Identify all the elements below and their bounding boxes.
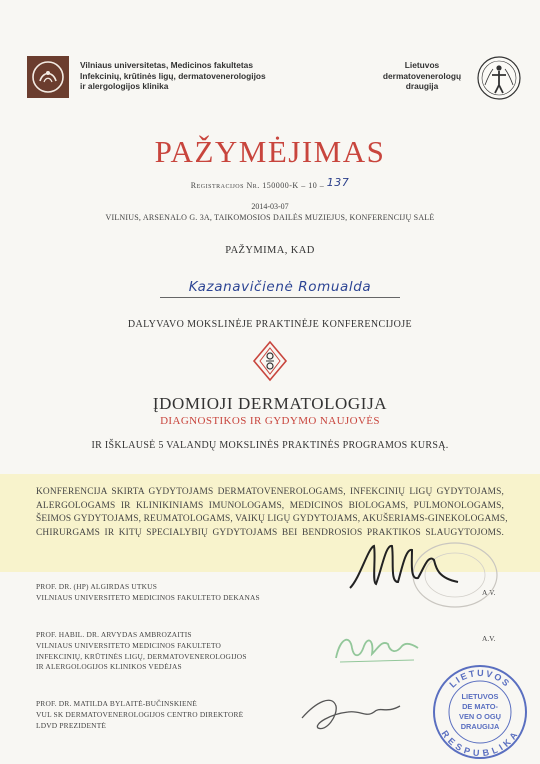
signatory-line: VILNIAUS UNIVERSITETO MEDICINOS FAKULTETO DEKANAS: [36, 592, 260, 602]
audience-line: KONFERENCIJA SKIRTA GYDYTOJAMS DERMATOVENEROLOGAMS, INFEKCINIŲ LIGŲ GYDYTOJAMS,: [36, 487, 504, 497]
signatory-line: VILNIAUS UNIVERSITETO MEDICINOS FAKULTETO: [36, 640, 222, 650]
participation-text: DALYVAVO MOKSLINĖJE PRAKTINĖJE KONFERENCIJOJE: [127, 319, 413, 330]
society-org-name: [372, 60, 472, 92]
event-date: 2014-03-07: [251, 202, 289, 211]
dermatovenereology-society-logo: [476, 55, 522, 101]
seal-mark-label: A.V.: [482, 634, 496, 643]
org-line: draugija: [405, 81, 439, 91]
target-audience-text: [36, 486, 508, 540]
society-round-stamp: [430, 662, 530, 762]
name-underline: [160, 297, 400, 298]
handwritten-registration-number: 137: [326, 176, 350, 189]
signature-president: [296, 688, 406, 738]
stamp-center-line: DRAUGIJA: [460, 722, 500, 731]
org-line: dermatovenerologų: [382, 70, 462, 81]
org-line: ir alergologijos klinika: [80, 81, 169, 91]
vilnius-university-logo: [26, 55, 70, 99]
audience-line: CHIRURGAMS IR KITŲ SPECIALYBIŲ GYDYTOJAMS BEI BENDROSIOS PRAKTIKOS SLAUGYTOJOMS.: [36, 527, 504, 538]
seal-mark-label: A.V.: [482, 588, 496, 597]
signatory-line: IR ALERGOLOGIJOS KLINIKOS VEDĖJAS: [36, 662, 182, 672]
signatory-dean: [36, 582, 260, 604]
signatory-line: PROF. DR. MATILDA BYLAITĖ-BUČINSKIENĖ: [36, 699, 197, 708]
faculty-org-name: [80, 60, 320, 92]
audience-line: ALERGOLOGAMS IR KLINIKINIAMS IMUNOLOGAMS, MEDICINOS BIOLOGAMS, PULMONOLOGAMS,: [36, 500, 504, 511]
conference-subtitle: DIAGNOSTIKOS IR GYDYMO NAUJOVĖS: [160, 415, 380, 427]
signatory-president: [36, 699, 243, 731]
audience-line: ŠEIMOS GYDYTOJAMS, REUMATOLOGAMS, VAIKŲ LIGŲ GYDYTOJAMS, AKUŠERIAMS-GINEKOLOGAMS,: [36, 514, 508, 525]
org-line: Lietuvos: [404, 60, 440, 70]
certifies-label: PAŽYMIMA, KAD: [225, 245, 315, 256]
certificate-title: PAŽYMĖJIMAS: [154, 134, 386, 169]
stamp-ring-bottom: RESPUBLIKA: [439, 728, 521, 759]
completion-text: IR IŠKLAUSĖ 5 VALANDŲ MOKSLINĖS PRAKTINĖS PROGRAMOS KURSĄ.: [91, 440, 449, 451]
event-venue: VILNIUS, ARSENALO G. 3A, TAIKOMOSIOS DAILĖS MUZIEJUS, KONFERENCIJŲ SALĖ: [105, 213, 435, 222]
signatory-line: PROF. HABIL. DR. ARVYDAS AMBROZAITIS: [36, 630, 192, 639]
decorative-ornament-icon: [252, 340, 288, 382]
signatory-line: PROF. DR. (HP) ALGIRDAS UTKUS: [36, 582, 158, 591]
signatory-line: LDVD PREZIDENTĖ: [36, 720, 107, 730]
org-line: Infekcinių, krūtinės ligų, dermatovenerologijos: [80, 70, 266, 81]
signature-clinic-head: [330, 628, 422, 668]
stamp-ring-top: LIETUVOS: [447, 667, 513, 690]
stamp-center-line: LIETUVOS: [461, 692, 499, 701]
conference-title: ĮDOMIOJI DERMATOLOGIJA: [152, 394, 388, 413]
registration-label: Registracijos Nr. 150000-K – 10 –: [190, 181, 325, 190]
org-line: Vilniaus universitetas, Medicinos fakultetas: [80, 60, 253, 70]
signature-dean: [346, 538, 466, 598]
registration-number: [0, 178, 540, 191]
stamp-center-line: DE MATO-: [462, 702, 498, 711]
stamp-center-line: VEN O OGŲ: [459, 712, 501, 721]
signatory-clinic-head: [36, 630, 247, 673]
recipient-name: Kazanavičienė Romualda: [188, 279, 372, 295]
signatory-line: INFEKCINIŲ, KRŪTINĖS LIGŲ, DERMATOVENEROLOGIJOS: [36, 651, 247, 661]
signatory-line: VUL SK DERMATOVENEROLOGIJOS CENTRO DIREKTORĖ: [36, 709, 244, 719]
